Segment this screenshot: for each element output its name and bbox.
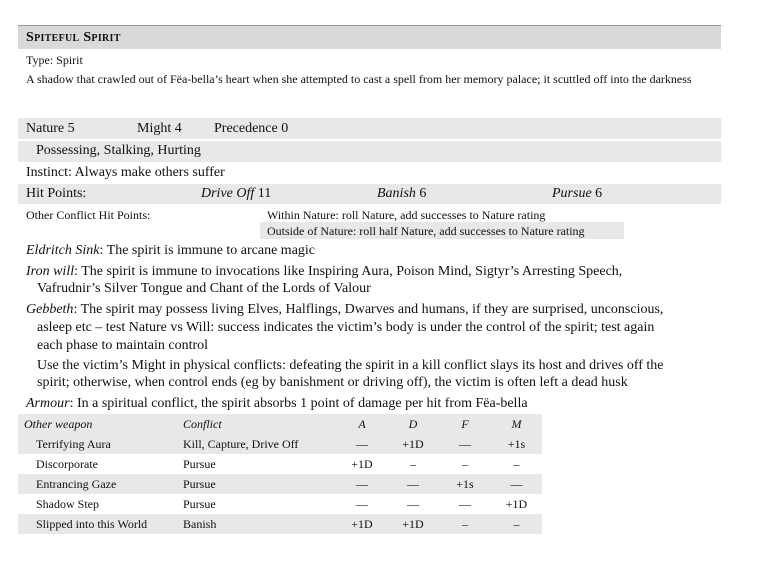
weapon-conflict: Pursue <box>183 496 216 511</box>
weapon-f: – <box>462 456 468 471</box>
traits: Possessing, Stalking, Hurting <box>36 143 201 158</box>
table-row <box>18 514 542 534</box>
other-hp-within: Within Nature: roll Nature, add successes to Nature rating <box>267 208 546 222</box>
page-title: Spiteful Spirit <box>26 30 121 45</box>
header-text: Other weapon <box>24 416 93 431</box>
other-hp-outside: Outside of Nature: roll half Nature, add successes to Nature rating <box>267 224 585 238</box>
ability-text: : The spirit may possess living Elves, Halflings, Dwarves and humans, if they are surprised, unconscious, <box>73 302 664 317</box>
table-row <box>18 454 542 474</box>
weapon-a: — <box>356 496 368 511</box>
weapon-d: — <box>407 496 419 511</box>
ability-text: : The spirit is immune to invocations like Inspiring Aura, Poison Mind, Sigtyr’s Arresting Speech, <box>74 264 623 279</box>
header-f <box>439 414 491 434</box>
nature-stat: Nature 5 <box>26 121 75 136</box>
description-text: A shadow that crawled out of Fëa-bella’s heart when she attempted to cast a spell from her memory palace; it scuttled off into the darkness <box>26 72 692 86</box>
ability-name: Eldritch Sink <box>26 243 100 258</box>
hit-points-band <box>18 184 721 204</box>
weapon-conflict: Kill, Capture, Drive Off <box>183 434 337 454</box>
banish-value: 6 <box>419 186 427 201</box>
pursue-hp <box>552 186 602 202</box>
stats-band <box>18 118 721 139</box>
weapon-name: Shadow Step <box>36 496 99 511</box>
ability-name: Gebbeth <box>26 302 74 317</box>
banish-label: Banish <box>377 186 416 201</box>
weapon-name: Terrifying Aura <box>18 434 183 454</box>
header-text: F <box>461 416 469 431</box>
weapon-d: — <box>387 474 439 494</box>
ability-name: Iron will <box>26 264 75 279</box>
header-conflict <box>183 414 337 434</box>
type-line: Type: Spirit <box>26 53 83 67</box>
might-stat: Might 4 <box>137 121 182 136</box>
ability-iron-will-cont: Vafrudnir’s Silver Tongue and Chant of the Lords of Valour <box>37 281 371 296</box>
header-text: M <box>511 416 522 431</box>
weapon-a: — <box>337 474 387 494</box>
weapon-d: +1D <box>387 514 439 534</box>
weapon-m: +1s <box>491 434 542 454</box>
ability-gebbeth-para-2-cont: spirit; otherwise, when control ends (eg by banishment or driving off), the victim is often left a dead husk <box>37 375 628 390</box>
weapon-name: Entrancing Gaze <box>18 474 183 494</box>
ability-text: : The spirit is immune to arcane magic <box>99 243 316 258</box>
weapon-m: – <box>513 456 520 471</box>
table-row <box>18 474 542 494</box>
weapon-conflict: Pursue <box>183 456 216 471</box>
weapon-d: +1D <box>387 434 439 454</box>
header-m <box>491 414 542 434</box>
header-text: A <box>358 416 366 431</box>
header-text: D <box>408 416 418 431</box>
description-line-1 <box>26 71 726 87</box>
ability-gebbeth <box>26 302 663 318</box>
weapon-f: — <box>439 434 491 454</box>
weapon-f: — <box>459 496 471 511</box>
banish-hp <box>377 186 426 202</box>
weapons-header-row <box>18 414 542 434</box>
drive-off-value: 11 <box>257 186 272 201</box>
ability-iron-will <box>26 264 622 280</box>
weapon-m: – <box>491 514 542 534</box>
ability-name: Armour <box>26 396 70 411</box>
header-d <box>387 414 439 434</box>
weapon-f: +1s <box>439 474 491 494</box>
weapon-a: — <box>337 434 387 454</box>
drive-off-hp <box>201 186 271 202</box>
ability-eldritch-sink <box>26 243 315 259</box>
title-bar <box>18 25 721 49</box>
header-other-weapon <box>18 414 183 434</box>
header-text: Conflict <box>183 416 222 431</box>
weapon-d: – <box>410 456 416 471</box>
ability-gebbeth-cont-1: asleep etc – test Nature vs Will: success indicates the victim’s body is under the control of the spirit; test again <box>37 320 655 335</box>
weapon-f: – <box>439 514 491 534</box>
weapon-conflict: Pursue <box>183 474 337 494</box>
hit-points-label: Hit Points: <box>26 186 87 201</box>
other-hp-label: Other Conflict Hit Points: <box>26 208 151 222</box>
table-row <box>18 434 542 454</box>
ability-text: : In a spiritual conflict, the spirit absorbs 1 point of damage per hit from Fëa-bella <box>69 396 528 411</box>
drive-off-label: Drive Off <box>201 186 255 201</box>
weapon-m: +1D <box>505 496 528 511</box>
pursue-value: 6 <box>595 186 603 201</box>
pursue-label: Pursue <box>552 186 592 201</box>
header-a <box>337 414 387 434</box>
weapon-m: — <box>491 474 542 494</box>
ability-gebbeth-cont-2: each phase to maintain control <box>37 338 209 353</box>
ability-gebbeth-para-2: Use the victim’s Might in physical conflicts: defeating the spirit in a kill conflict slays its host and drives off the <box>37 358 664 373</box>
weapon-name: Discorporate <box>36 456 98 471</box>
table-row <box>18 494 542 514</box>
weapon-a: +1D <box>351 456 373 471</box>
instinct: Instinct: Always make others suffer <box>26 165 225 180</box>
weapon-conflict: Banish <box>183 514 337 534</box>
precedence-stat: Precedence 0 <box>214 121 289 136</box>
ability-armour <box>26 396 528 412</box>
weapon-a: +1D <box>337 514 387 534</box>
weapon-name: Slipped into this World <box>18 514 183 534</box>
weapons-table <box>18 414 542 534</box>
